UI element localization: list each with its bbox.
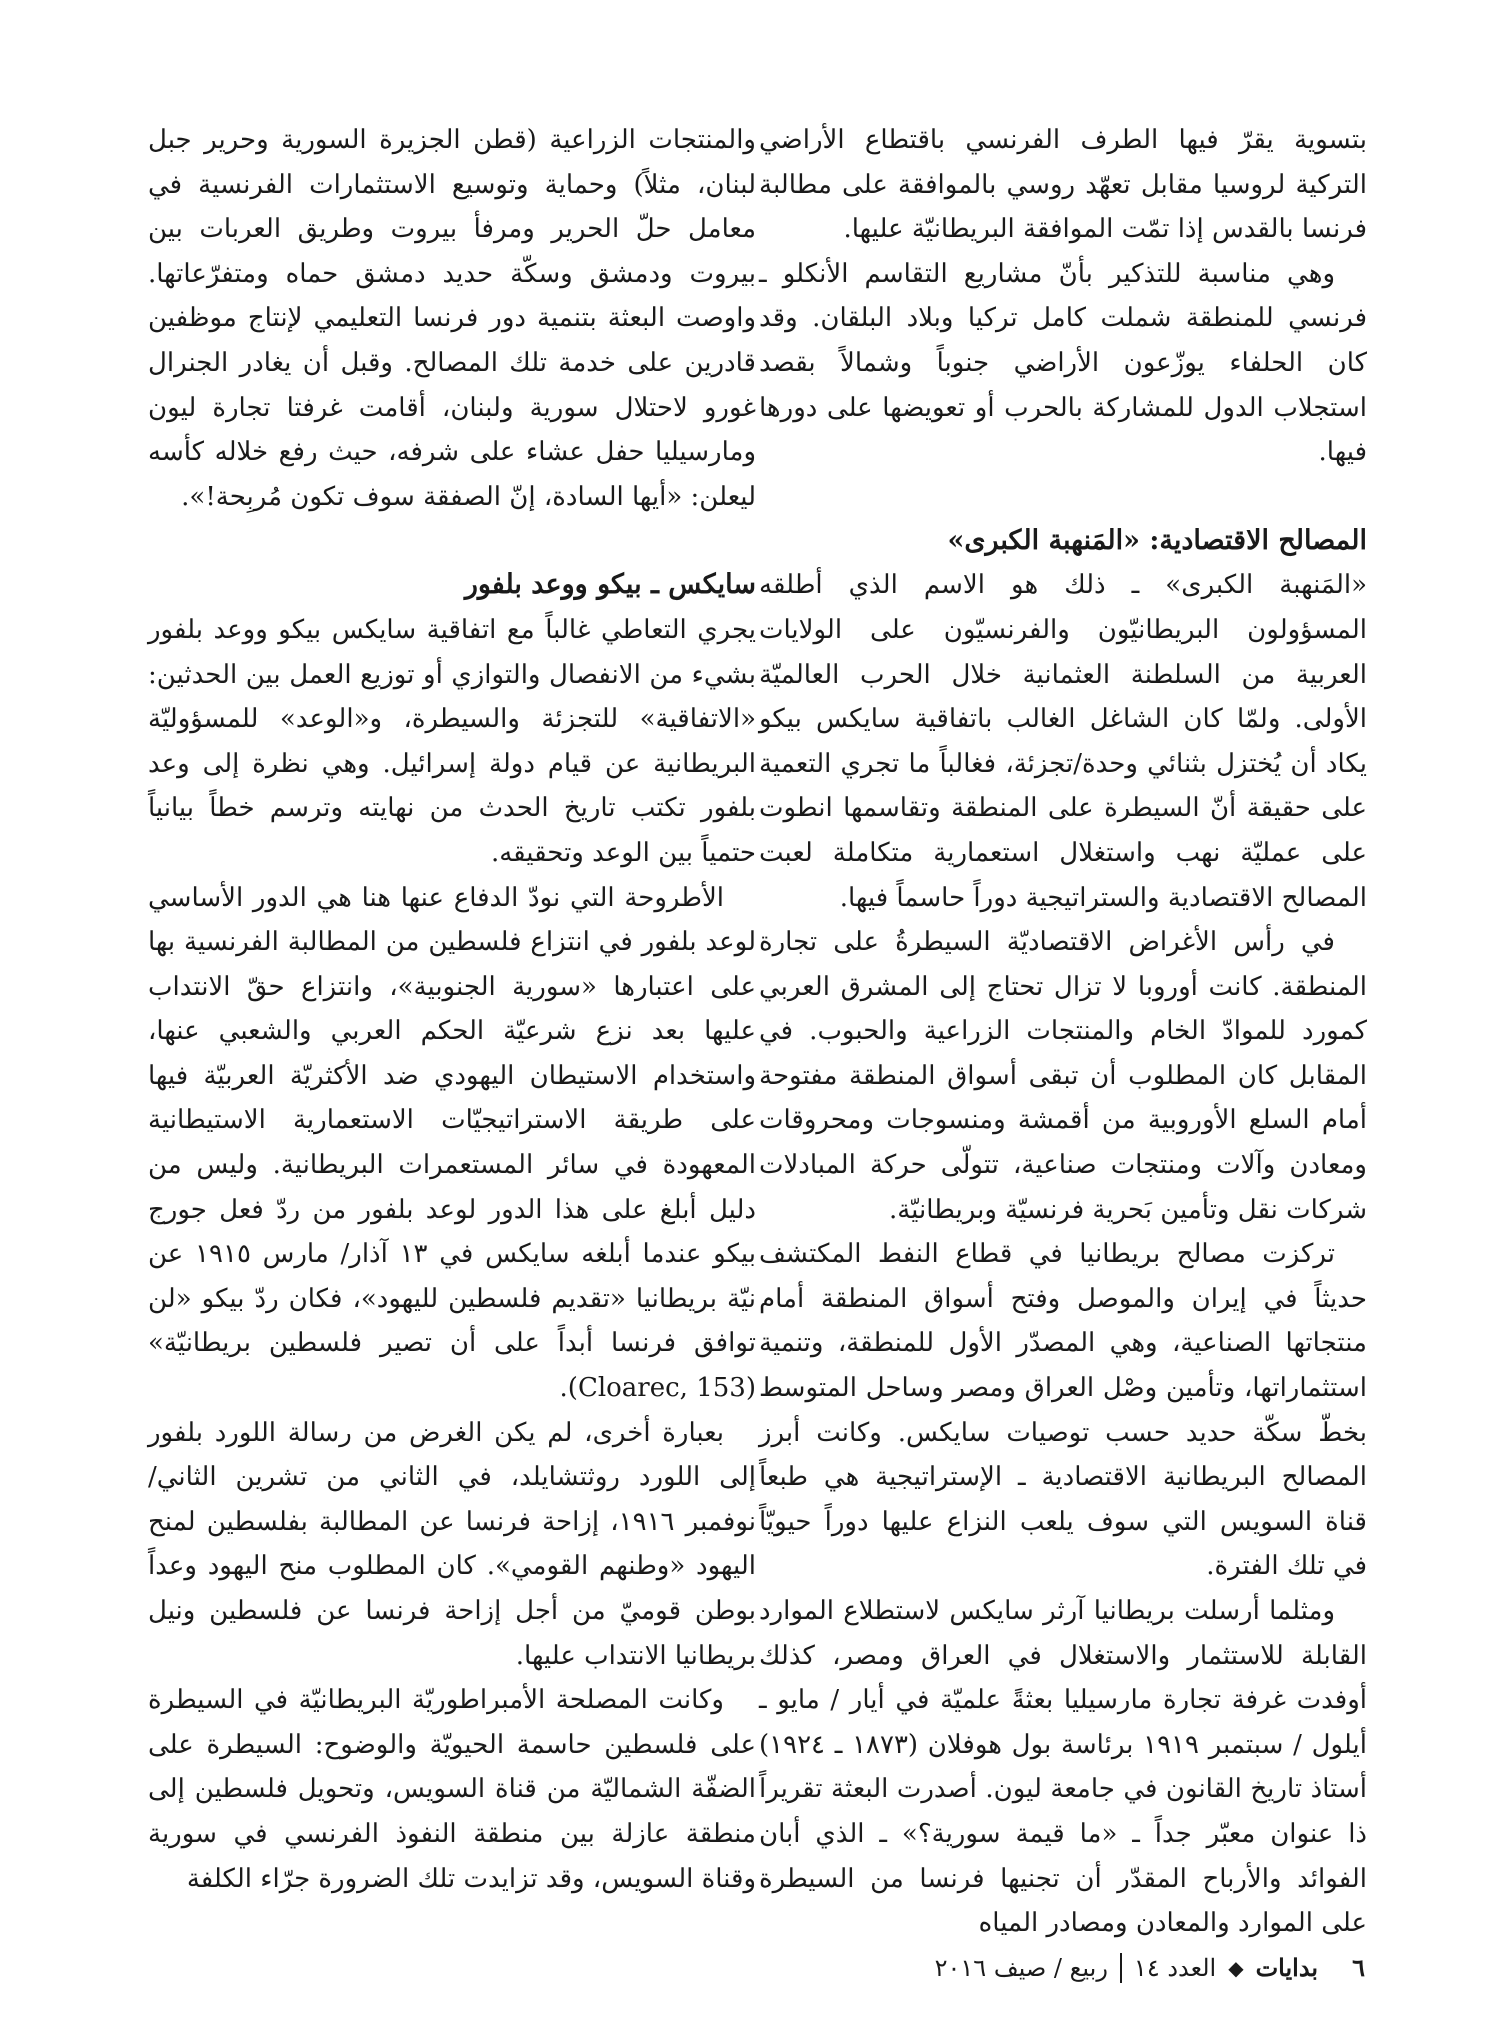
- section-heading: المصالح الاقتصادية: «المَنهبة الكبرى»: [947, 524, 1367, 556]
- page-footer: [935, 1948, 1365, 1988]
- paragraph: وهي مناسبة للتذكير بأنّ مشاريع التقاسم الأنكلو ـ فرنسي للمنطقة شملت كامل تركيا وبلاد البلقان. وقد كان الحلفاء يوزّعون الأراضي جنوباً وشمالاً بقصد استجلاب الدول للمشاركة بالحرب أو تعويضها على دورها فيها.: [759, 258, 1367, 468]
- paragraph: بتسوية يقرّ فيها الطرف الفرنسي باقتطاع الأراضي التركية لروسيا مقابل تعهّد روسي بالموافقة على مطالبة فرنسا بالقدس إذا تمّت الموافقة البريطانيّة عليها.: [759, 125, 1367, 245]
- issue-season: ربيع / صيف ٢٠١٦: [934, 1954, 1108, 1982]
- paragraph: ومثلما أرسلت بريطانيا آرثر سايكس لاستطلاع الموارد القابلة للاستثمار والاستغلال في العراق ومصر، كذلك أوفدت غرفة تجارة مارسيليا بعثةً علميّة في أيار / مايو ـ أيلول / سبتمبر ١٩١٩ برئاسة بول هوفلان (١٨٧٣ ـ ١٩٢٤) أستاذ تاريخ القانون في جامعة ليون. أصدرت البعثة تقريراً ذا عنوان معبّر جداً ـ «ما قيمة سورية؟» ـ الذي أبان الفوائد والأرباح المقدّر أن تجنيها فرنسا من السيطرة على الموارد والمعادن ومصادر المياه: [759, 1596, 1367, 1939]
- issue-number: العدد ١٤: [1133, 1954, 1217, 1982]
- divider: [1120, 1953, 1122, 1983]
- paragraph: وكانت المصلحة الأمبراطوريّة البريطانيّة في السيطرة على فلسطين حاسمة الحيويّة والوضوح: السيطرة على الضفّة الشماليّة من قناة السويس، وتحويل فلسطين إلى منطقة عازلة بين منطقة النفوذ الفرنسي في سورية وقناة السويس، وقد تزايدت تلك الضرورة جرّاء الكلفة: [148, 1685, 756, 1894]
- paragraph: والمنتجات الزراعية (قطن الجزيرة السورية وحرير جبل لبنان، مثلاً) وحماية وتوسيع الاستثمارات الفرنسية في معامل حلّ الحرير ومرفأ بيروت وطريق العربات بين بيروت ودمشق وسكّة حديد دمشق حماه ومتفرّعاتها. واوصت البعثة بتنمية دور فرنسا التعليمي لإنتاج موظفين قادرين على خدمة تلك المصالح. وقبل أن يغادر الجنرال غورو لاحتلال سورية ولبنان، أقامت غرفتا تجارة ليون ومارسيليا حفل عشاء على شرفه، حيث رفع خلاله كأسه ليعلن: «أيها السادة، إنّ الصفقة سوف تكون مُربِحة!».: [148, 125, 756, 512]
- paragraph: تركزت مصالح بريطانيا في قطاع النفط المكتشف حديثاً في إيران والموصل وفتح أسواق المنطقة أمام منتجاتها الصناعية، وهي المصدّر الأول للمنطقة، وتنمية استثماراتها، وتأمين وصْل العراق ومصر وساحل المتوسط بخطّ سكّة حديد حسب توصيات سايكس. وكانت أبرز المصالح البريطانية الاقتصادية ـ الإستراتيجية هي طبعاً قناة السويس التي سوف يلعب النزاع عليها دوراً حيويّاً في تلك الفترة.: [759, 1239, 1367, 1582]
- paragraph: بعبارة أخرى، لم يكن الغرض من رسالة اللورد بلفور إلى اللورد روثتشايلد، في الثاني من تشرين الثاني/ نوفمبر ١٩١٦، إزاحة فرنسا عن المطالبة بفلسطين لمنح اليهود «وطنهم القومي». كان المطلوب منح اليهود وعداً بوطن قوميّ من أجل إزاحة فرنسا عن فلسطين ونيل بريطانيا الانتداب عليها.: [148, 1417, 756, 1671]
- page-number: ٦: [1352, 1953, 1365, 1982]
- section-heading: سايكس ـ بيكو ووعد بلفور: [464, 569, 756, 601]
- paragraph: يجري التعاطي غالباً مع اتفاقية سايكس بيكو ووعد بلفور بشيء من الانفصال والتوازي أو توزيع العمل بين الحدثين: «الاتفاقية» للتجزئة والسيطرة، و«الوعد» للمسؤوليّة البريطانية عن قيام دولة إسرائيل. وهي نظرة إلى وعد بلفور تكتب تاريخ الحدث من نهايته وترسم خطاً بيانياً حتمياً بين الوعد وتحقيقه.: [148, 614, 756, 868]
- right-column: [759, 118, 1367, 1939]
- paragraph: الأطروحة التي نودّ الدفاع عنها هنا هي الدور الأساسي لوعد بلفور في انتزاع فلسطين من المطالبة الفرنسية بها على اعتبارها «سورية الجنوبية»، وانتزاع حقّ الانتداب عليها بعد نزع شرعيّة الحكم العربي والشعبي عنها، واستخدام الاستيطان اليهودي ضد الأكثريّة العربيّة فيها على طريقة الاستراتيجيّات الاستعمارية الاستيطانية المعهودة في سائر المستعمرات البريطانية. وليس من دليل أبلغ على هذا الدور لوعد بلفور من ردّ فعل جورج بيكو عندما أبلغه سايكس في ١٣ آذار/ مارس ١٩١٥ عن نيّة بريطانيا «تقديم فلسطين لليهود»، فكان ردّ بيكو «لن توافق فرنسا أبداً على أن تصير فلسطين بريطانيّة» (Cloarec, 153).: [148, 882, 757, 1404]
- paragraph: «المَنهبة الكبرى» ـ ذلك هو الاسم الذي أطلقه المسؤولون البريطانيّون والفرنسيّون على الولايات العربية من السلطنة العثمانية خلال الحرب العالميّة الأولى. ولمّا كان الشاغل الغالب باتفاقية سايكس بيكو يكاد أن يُختزل بثنائي وحدة/تجزئة، فغالباً ما تجري التعمية على حقيقة أنّ السيطرة على المنطقة وتقاسمها انطوت على عمليّة نهب واستغلال استعمارية متكاملة لعبت المصالح الاقتصادية والستراتيجية دوراً حاسماً فيها.: [759, 570, 1367, 913]
- paragraph: في رأس الأغراض الاقتصاديّة السيطرةُ على تجارة المنطقة. كانت أوروبا لا تزال تحتاج إلى المشرق العربي كمورد للموادّ الخام والمنتجات الزراعية والحبوب. في المقابل كان المطلوب أن تبقى أسواق المنطقة مفتوحة أمام السلع الأوروبية من أقمشة ومنسوجات ومحروقات ومعادن وآلات ومنتجات صناعية، تتولّى حركة المبادلات شركات نقل وتأمين بَحرية فرنسيّة وبريطانيّة.: [759, 927, 1367, 1225]
- journal-name: بدايات: [1255, 1953, 1319, 1982]
- left-column: [148, 118, 756, 1908]
- diamond-icon: ◆: [1228, 1956, 1244, 1980]
